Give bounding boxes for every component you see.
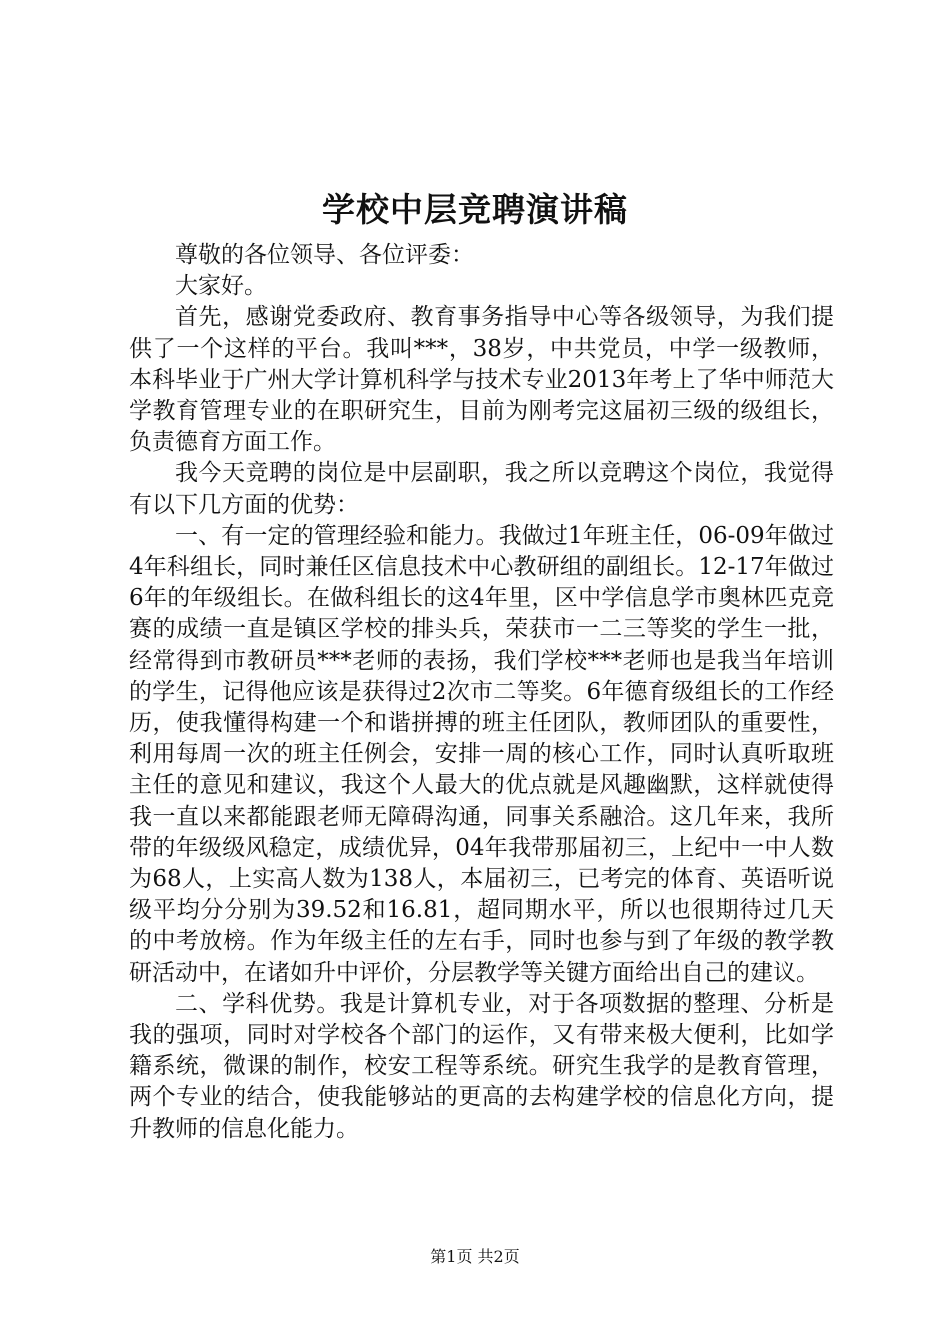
document-title: 学校中层竞聘演讲稿 (322, 190, 628, 229)
greeting-paragraph: 大家好。 (175, 273, 267, 300)
management-experience-paragraph: 一、有一定的管理经验和能力。我做过1年班主任，06-09年做过4年科组长，同时兼任区信息技术中心教研组的副组长。12-17年做过6年的年级组长。在做科组长的这4年里，区中学信息学市奥林匹克竞赛的成绩一直是镇区学校的排头兵，荣获市一二三等奖的学生一批，经常得到市教研员***老师的表扬，我们学校***老师也是我当年培训的学生，记得他应该是获得过2次市二等奖。6年德育级组长的工作经历，使我懂得构建一个和谐拼搏的班主任团队，教师团队的重要性，利用每周一次的班主任例会，安排一周的核心工作，同时认真听取班主任的意见和建议，我这个人最大的优点就是风趣幽默，这样就使得我一直以来都能跟老师无障碍沟通，同事关系融洽。这几年来，我所带的年级级风稳定，成绩优异，04年我带那届初三，上纪中一中人数为68人，上实高人数为138人，本届初三，已考完的体育、英语听说级平均分分别为39.52和16.81，超同期水平，所以也很期待过几天的中考放榜。作为年级主任的左右手，同时也参与到了年级的教学教研活动中，在诸如升中评价，分层教学等关键方面给出自己的建议。 (129, 522, 834, 986)
document-body (129, 240, 834, 1145)
salutation-paragraph: 尊敬的各位领导、各位评委： (175, 242, 474, 268)
introduction-paragraph: 首先，感谢党委政府、教育事务指导中心等各级领导，为我们提供了一个这样的平台。我叫***，38岁，中共党员，中学一级教师，本科毕业于广州大学计算机科学与技术专业2013年考上了华中师范大学教育管理专业的在职研究生，目前为刚考完这届初三级的级组长，负责德育方面工作。 (129, 304, 834, 456)
page-number-footer: 第1页 共2页 (430, 1247, 520, 1266)
subject-advantage-paragraph: 二、学科优势。我是计算机专业，对于各项数据的整理、分析是我的强项，同时对学校各个部门的运作，又有带来极大便利，比如学籍系统，微课的制作，校安工程等系统。研究生我学的是教育管理，两个专业的结合，使我能够站的更高的去构建学校的信息化方向，提升教师的信息化能力。 (129, 990, 834, 1142)
position-paragraph: 我今天竞聘的岗位是中层副职，我之所以竞聘这个岗位，我觉得有以下几方面的优势： (129, 460, 834, 518)
